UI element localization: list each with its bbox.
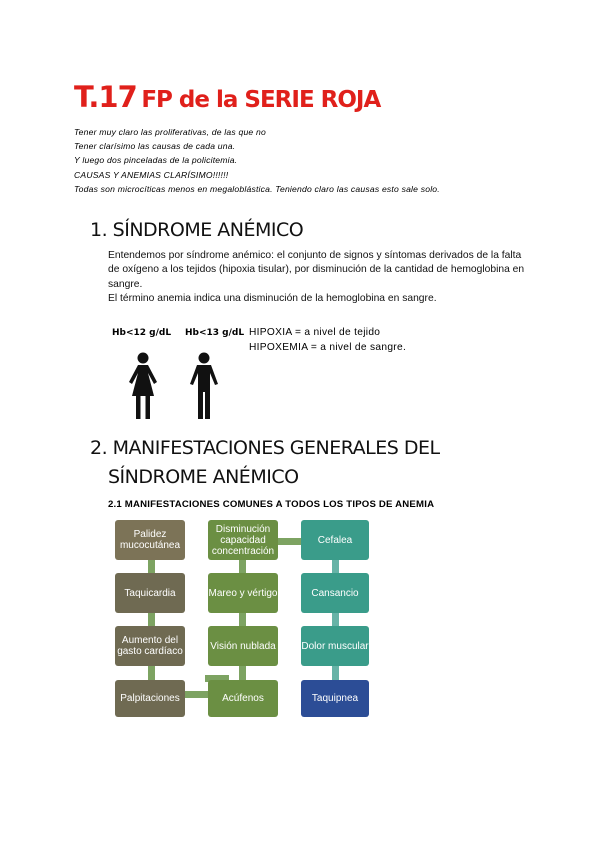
intro-line: Y luego dos pinceladas de la policitemia. bbox=[74, 155, 238, 166]
section2-heading-line2: SÍNDROME ANÉMICO bbox=[108, 466, 299, 488]
manifestation-box: Palpitaciones bbox=[115, 680, 185, 717]
section1-body bbox=[108, 249, 528, 307]
manifestation-box: Cansancio bbox=[301, 573, 369, 613]
manifestation-box: Taquipnea bbox=[301, 680, 369, 717]
manifestation-box: Taquicardia bbox=[115, 573, 185, 613]
manifestation-box: Aumento del gasto cardíaco bbox=[115, 626, 185, 666]
anemia-paragraph: El término anemia indica una disminución de la hemoglobina en sangre. bbox=[108, 293, 437, 305]
connector bbox=[184, 691, 208, 698]
section1-heading: 1. SÍNDROME ANÉMICO bbox=[90, 219, 304, 241]
connector bbox=[332, 560, 339, 574]
intro-line: Tener muy claro las proliferativas, de las que no bbox=[74, 127, 266, 137]
female-icon bbox=[126, 352, 160, 420]
page-title: T.17 FP de la SERIE ROJA bbox=[74, 80, 381, 114]
hypoxia-notes bbox=[249, 325, 406, 355]
manifestation-box: Visión nublada bbox=[208, 626, 278, 666]
connector bbox=[239, 665, 246, 680]
manifestation-box: Disminución capacidad concentración bbox=[208, 520, 278, 560]
connector bbox=[332, 613, 339, 626]
manifestation-box: Acúfenos bbox=[208, 680, 278, 717]
hb-female-label: Hb<12 g/dL bbox=[112, 328, 172, 338]
manifestation-box: Cefalea bbox=[301, 520, 369, 560]
connector bbox=[148, 666, 155, 680]
hypoxemia-line: HIPOXEMIA = a nivel de sangre. bbox=[249, 342, 407, 353]
manifestation-box: Palidez mucocutánea bbox=[115, 520, 185, 560]
section2-heading-line1: 2. MANIFESTACIONES GENERALES DEL bbox=[90, 437, 440, 459]
connector bbox=[332, 666, 339, 680]
intro-line: Todas son microcíticas menos en megaloblástica. Teniendo claro las causas esto sale solo. bbox=[74, 183, 440, 194]
manifestation-box: Mareo y vértigo bbox=[208, 573, 278, 613]
definition-paragraph: Entendemos por síndrome anémico: el conjunto de signos y síntomas derivados de la falta de oxígeno a los tejidos (hipoxia tisular), por disminución de la cantidad de hemoglobina en sangre. bbox=[108, 250, 525, 290]
male-icon bbox=[187, 352, 221, 420]
hb-male-label: Hb<13 g/dL bbox=[185, 328, 245, 338]
section2-subheading: 2.1 MANIFESTACIONES COMUNES A TODOS LOS TIPOS DE ANEMIA bbox=[108, 499, 435, 510]
hypoxia-line: HIPOXIA = a nivel de tejido bbox=[249, 327, 381, 338]
intro-line: CAUSAS Y ANEMIAS CLARÍSIMO!!!!!! bbox=[74, 169, 229, 180]
manifestation-box: Dolor muscular bbox=[301, 626, 369, 666]
connector bbox=[276, 538, 302, 545]
intro-notes bbox=[74, 125, 440, 196]
connector bbox=[148, 612, 155, 627]
intro-line: Tener clarísimo las causas de cada una. bbox=[74, 141, 236, 152]
connector bbox=[239, 612, 246, 626]
